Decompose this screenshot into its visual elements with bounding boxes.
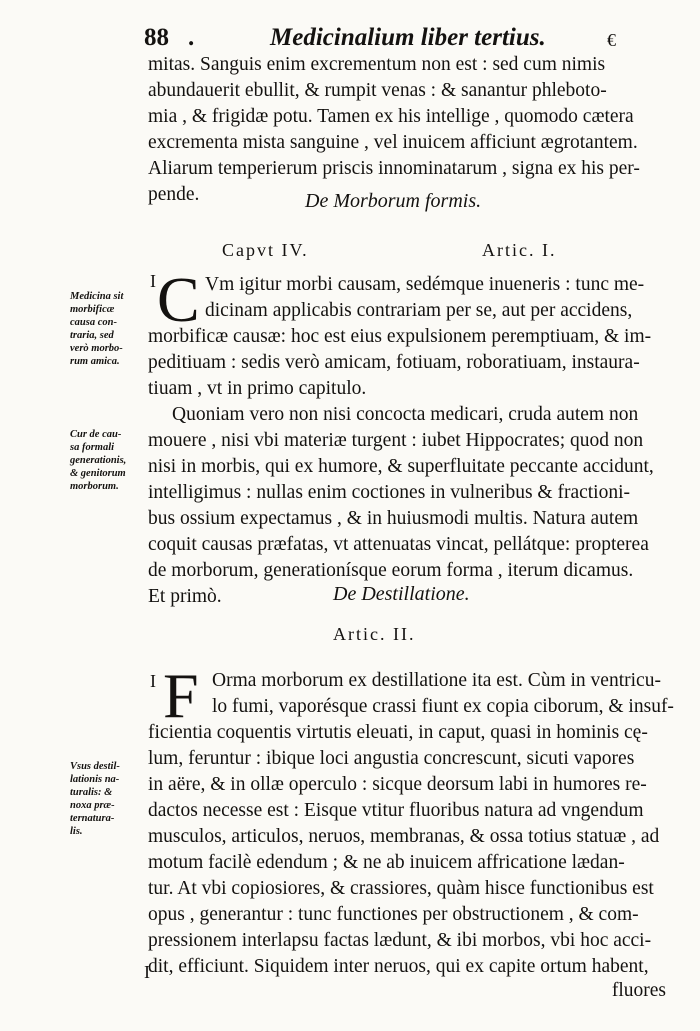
body-line: tur. At vbi copiosiores, & crassiores, quàm hisce functionibus est (148, 878, 654, 899)
article-label-2: Artic. II. (333, 624, 416, 644)
catchword: fluores (611, 980, 666, 1001)
body-line: Aliarum temperierum priscis innominatarum , signa ex his per- (148, 158, 640, 179)
chapter-label: Capvt IV. (222, 240, 309, 260)
body-line: pressionem interlapsu factas lædunt, & ibi morbos, vbi hoc acci- (148, 930, 652, 951)
margin-note-line: Vsus destil- (70, 761, 120, 772)
body-line: dicinam applicabis contrariam per se, aut per accidens, (205, 300, 633, 321)
header-separator: . (188, 24, 195, 51)
margin-note-line: Cur de cau- (70, 429, 122, 440)
bottom-marker: I (144, 962, 150, 982)
body-line: Vm igitur morbi causam, sedémque inueneris : tunc me- (205, 274, 645, 295)
body-line: Orma morborum ex destillatione ita est. Cùm in ventricu- (212, 670, 661, 691)
body-line: opus , generantur : tunc functiones per obstructionem , & com- (148, 904, 639, 925)
margin-note-line: noxa præ- (70, 800, 115, 811)
paragraph-marker: I (150, 671, 156, 691)
margin-note-line: & genitorum (70, 468, 126, 479)
margin-note-line: turalis: & (70, 787, 113, 798)
article-label-1: Artic. I. (482, 240, 557, 260)
body-line: Et primò. (148, 586, 222, 607)
body-line: Quoniam vero non nisi concocta medicari, cruda autem non (172, 404, 639, 425)
margin-note-line: morborum. (70, 481, 119, 492)
body-line: mitas. Sanguis enim excrementum non est : sed cum nimis (148, 54, 606, 75)
running-title: Medicinalium liber tertius. (270, 24, 546, 51)
drop-cap: C (157, 264, 200, 335)
margin-note-line: traria, sed (70, 330, 114, 341)
body-line: motum facilè edendum ; & ne ab inuicem affricatione lædan- (148, 852, 625, 873)
body-line: dactos necesse est : Eisque vtitur fluoribus natura ad vngendum (148, 800, 644, 821)
margin-note-cur (70, 428, 150, 493)
body-line: ficientia coquentis virtutis eleuati, in caput, quasi in hominis cę- (148, 722, 648, 743)
body-line: de morborum, generationísque eorum forma , iterum dicamus. (148, 560, 634, 581)
drop-cap: F (163, 660, 199, 731)
body-line: coquit causas præfatas, vt attenuatas vincat, pellátque: propterea (148, 534, 649, 555)
margin-note-line: sa formali (70, 442, 115, 453)
body-line: mia , & frigidæ potu. Tamen ex his intellige , quomodo cætera (148, 106, 634, 127)
body-line: excrementa mista sanguine , vel inuicem afficiunt ægrotantem. (148, 132, 638, 153)
margin-note-line: Medicina sit (70, 291, 124, 302)
margin-note-line: generationis, (70, 455, 127, 466)
section-heading-destillatione: De Destillatione. (333, 583, 470, 605)
body-line: morbificæ causæ: hoc est eius expulsionem peremptiuam, & im- (148, 326, 652, 347)
body-line: tiuam , vt in primo capitulo. (148, 378, 367, 399)
margin-note-vsus (70, 760, 150, 838)
body-line: bus ossium expectamus , & in huiusmodi multis. Natura autem (148, 508, 639, 529)
body-line: mouere , nisi vbi materiæ turgent : iubet Hippocrates; quod non (148, 430, 644, 451)
page-number: 88 (144, 24, 169, 51)
margin-note-line: verò morbo- (70, 343, 123, 354)
body-line: in aëre, & in ollæ operculo : sicque deorsum labi in humores re- (148, 774, 647, 795)
body-line: musculos, articulos, neruos, membranas, & ossa totius statuæ , ad (148, 826, 660, 847)
body-line: dit, efficiunt. Siquidem inter neruos, qui ex capite ortum habent, (148, 956, 649, 977)
margin-note-line: rum amica. (70, 356, 120, 367)
corner-mark: € (607, 30, 616, 50)
section-heading-formis: De Morborum formis. (305, 190, 482, 212)
margin-note-line: causa con- (70, 317, 117, 328)
margin-note-line: morbificæ (70, 304, 115, 315)
body-line: lum, feruntur : ibique loci angustia concrescunt, sicuti vapores (148, 748, 635, 769)
margin-note-medicina (70, 290, 150, 368)
margin-note-line: lationis na- (70, 774, 120, 785)
margin-note-line: ternatura- (70, 813, 115, 824)
body-line: nisi in morbis, qui ex humore, & superfluitate peccante accidunt, (148, 456, 654, 477)
page-header (140, 22, 660, 56)
body-line: intelligimus : nullas enim coctiones in vulneribus & fractioni- (148, 482, 630, 503)
body-line: abundauerit ebullit, & rumpit venas : & sanantur phleboto- (148, 80, 607, 101)
paragraph-marker: I (150, 271, 156, 291)
body-line: lo fumi, vaporésque crassi fiunt ex copia ciborum, & insuf- (212, 696, 674, 717)
body-line: peditiuam : sedis verò amicam, fotiuam, roboratiuam, instaura- (148, 352, 640, 373)
body-line: pende. (148, 184, 200, 205)
margin-note-line: lis. (70, 826, 83, 837)
